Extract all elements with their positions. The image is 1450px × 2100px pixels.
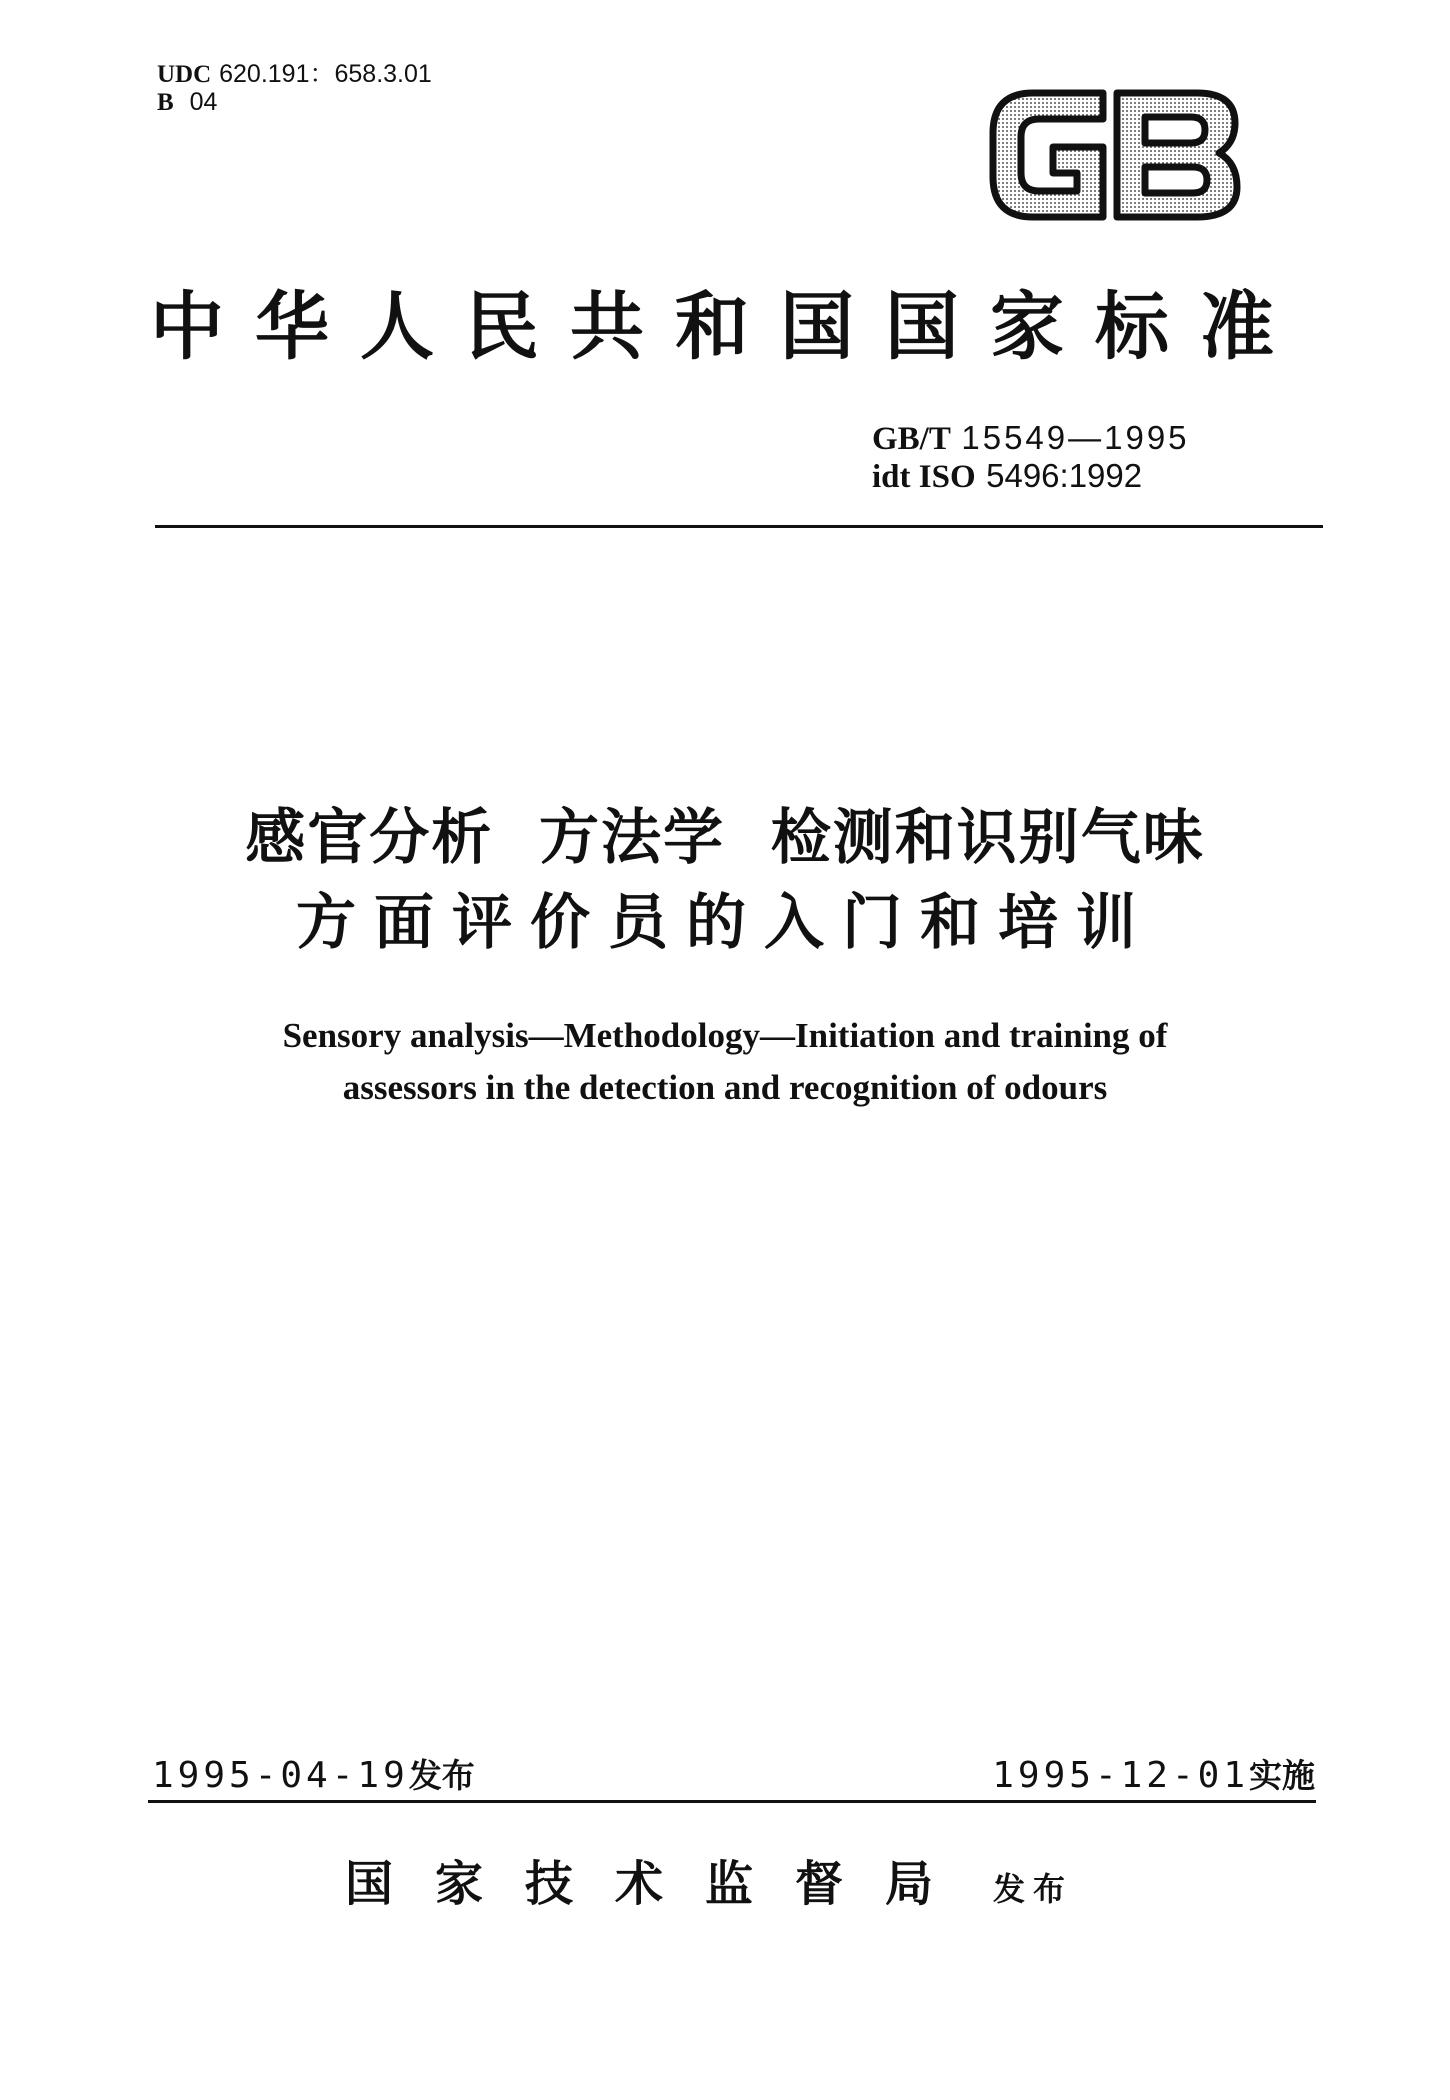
b-value: 04	[189, 88, 218, 116]
effective-date-label: 实施	[1249, 1756, 1315, 1795]
effective-date	[992, 1752, 1315, 1800]
issuer-name: 国家技术监督局	[345, 1856, 976, 1912]
standard-number-label: GB/T	[872, 421, 951, 457]
issuer-suffix: 发布	[993, 1870, 1074, 1908]
b-label: B	[157, 89, 174, 116]
english-title-line-1: Sensory analysis—Methodology—Initiation and training of	[282, 1016, 1168, 1055]
english-title-line-2: assessors in the detection and recognition of odours	[342, 1068, 1108, 1107]
b-classification	[157, 88, 217, 117]
idt-number: 5496:1992	[986, 457, 1143, 494]
footer-divider	[148, 1800, 1316, 1803]
effective-date-value: 1995-12-01	[992, 1755, 1249, 1796]
chinese-title-line-1: 感官分析 方法学 检测和识别气味	[245, 803, 1205, 873]
standard-number	[872, 418, 1190, 459]
udc-classification	[157, 60, 432, 89]
idt-label: idt ISO	[872, 459, 976, 495]
chinese-title-line-2: 方面评价员的入门和培训	[296, 888, 1154, 958]
issue-date	[152, 1752, 475, 1800]
standard-number-value: 15549—1995	[961, 419, 1190, 456]
idt-standard	[872, 456, 1142, 497]
issuer	[345, 1845, 1073, 1914]
header-divider	[155, 525, 1323, 528]
national-standard-title: 中华人民共和国国家标准	[150, 284, 1305, 370]
gb-logo-graphic	[985, 85, 1245, 225]
udc-label: UDC	[157, 61, 212, 88]
udc-value: 620.191：658.3.01	[219, 60, 432, 88]
issue-date-label: 发布	[408, 1756, 475, 1795]
issue-date-value: 1995-04-19	[152, 1755, 409, 1796]
gb-logo	[985, 85, 1245, 225]
